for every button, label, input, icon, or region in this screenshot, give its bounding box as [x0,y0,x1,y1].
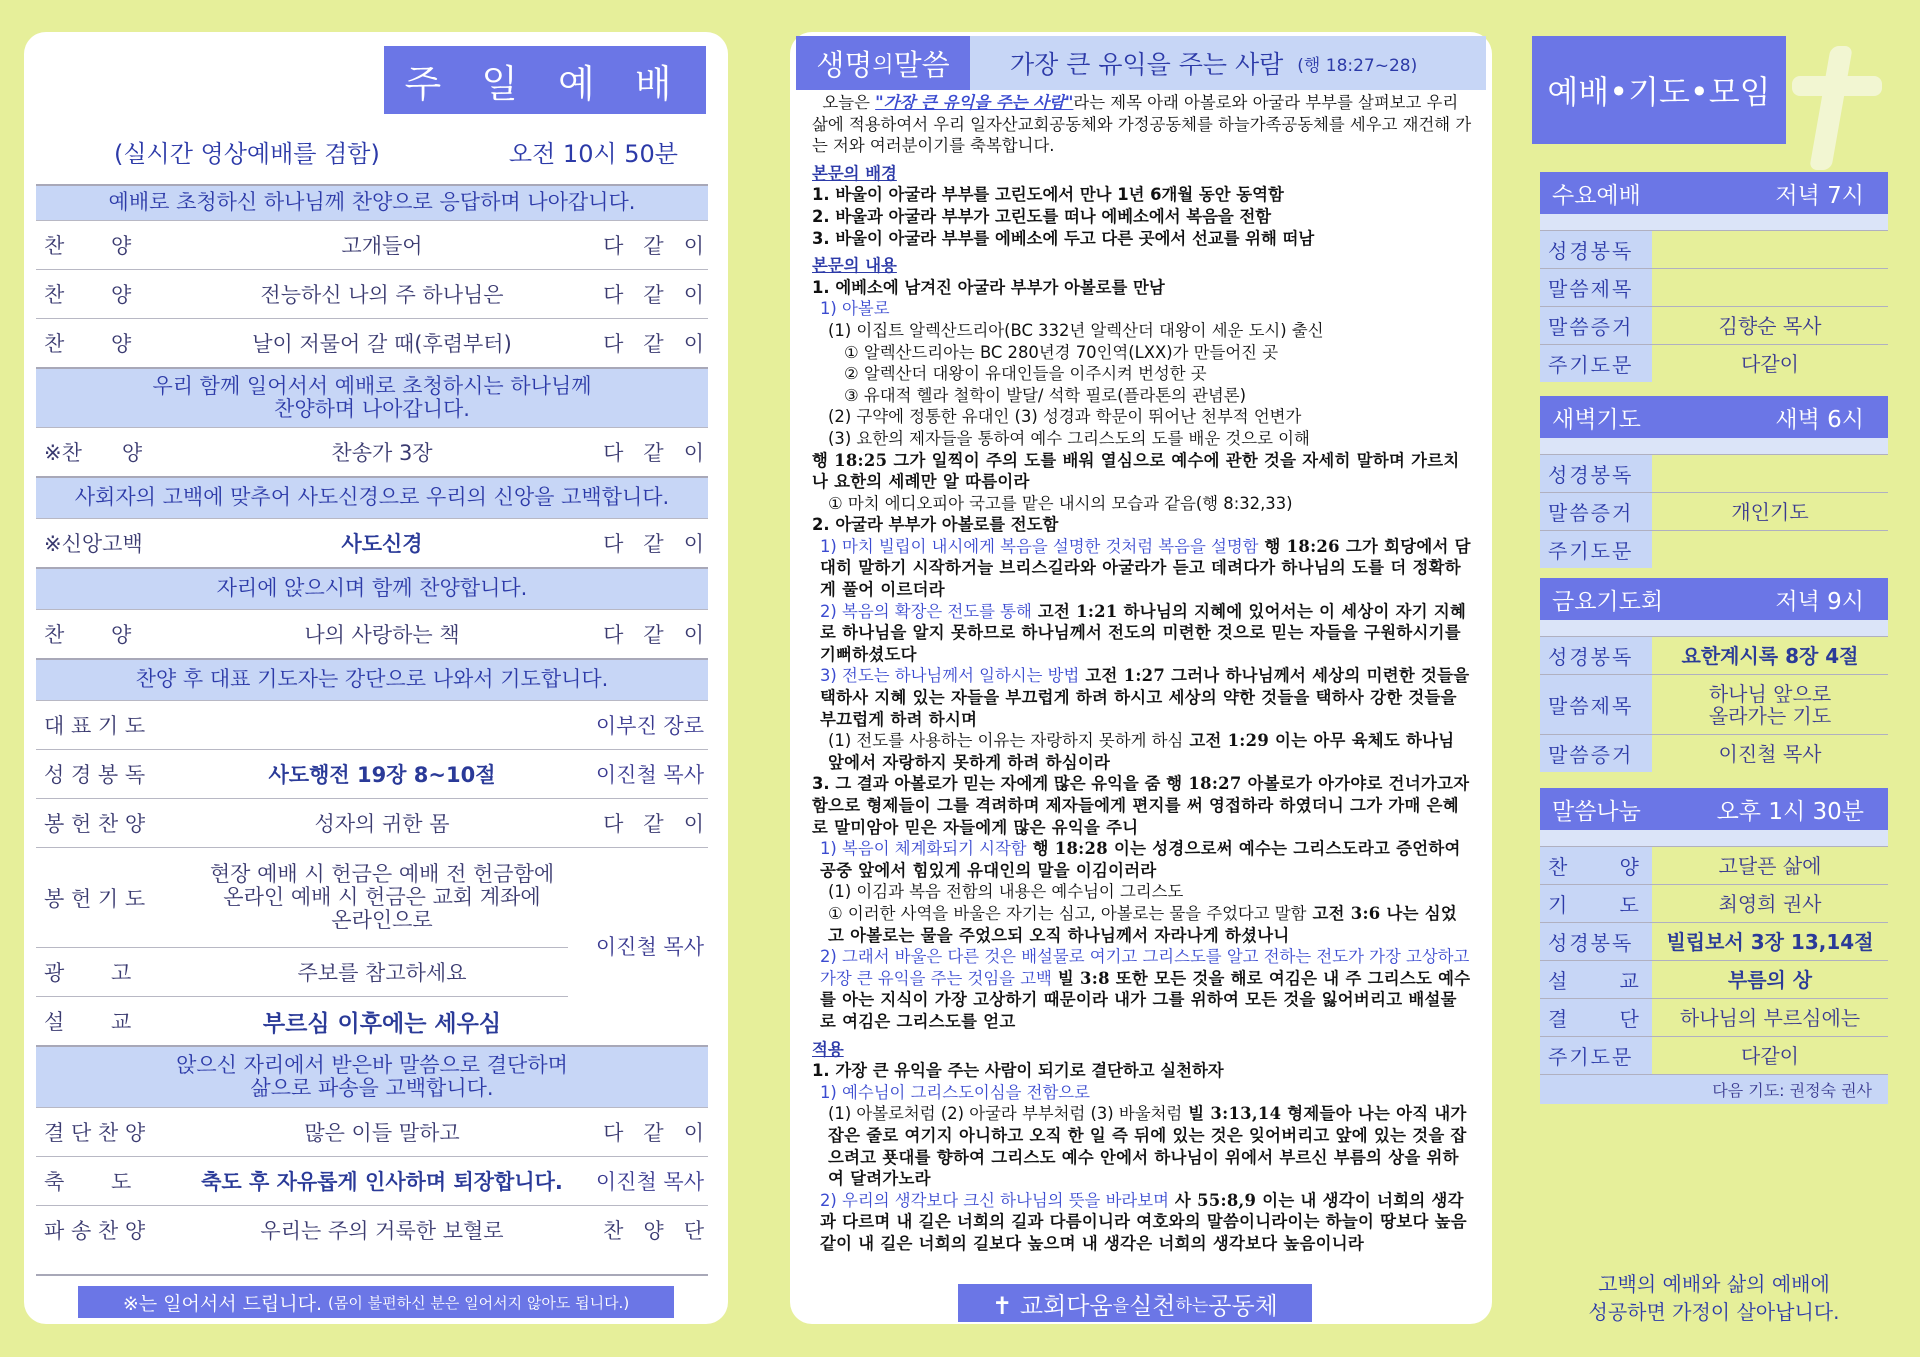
word-of-life-tag: 생명 의 말씀 [796,36,970,90]
bible-verse: 고전 1:21 하나님의 지혜에 있어서는 이 세상이 자기 지혜로 하나님을 알지 못하므로 하나님께서 전도의 미련한 것으로 믿는 자들을 구원하시기를 기뻐하셨도다 [820,601,1467,664]
bible-verse: 행 18:26 그가 회당에서 담대히 말하기 시작하거늘 브리스길라와 아굴라가 듣고 데려다가 하나님의 도를 더 정확하게 풀어 이르더라 [820,536,1471,600]
order-row: 축 도 축도 후 자유롭게 인사하며 퇴장합니다. 이진철 목사 [36,1156,708,1205]
order-row: 파 송 찬 양 우리는 주의 거룩한 보혈로 찬 양 단 [36,1205,708,1254]
guide-band: 찬양 후 대표 기도자는 강단으로 나와서 기도합니다. [36,658,708,700]
guide-band: 사회자의 고백에 맞추어 사도신경으로 우리의 신앙을 고백합니다. [36,476,708,518]
sunday-worship-title: 주 일 예 배 [384,46,706,114]
order-row: 설 교 부르심 이후에는 세우심 [36,996,568,1045]
bible-verse: 고전 3:6 나는 심었고 아볼로는 물을 주었으되 오직 하나님께서 자라나게 하셨나니 [828,903,1458,945]
schedule-row: 말씀증거 이진철 목사 [1540,734,1888,772]
worship-subtitle-row [114,128,714,174]
order-row: 찬 양 나의 사랑하는 책 다 같 이 [36,609,708,658]
cross-icon [1792,76,1882,96]
guide-band: 예배로 초청하신 하나님께 찬양으로 응답하며 나아갑니다. [36,184,708,220]
order-row: 찬 양 날이 저물어 갈 때(후렴부터) 다 같 이 [36,318,708,367]
guide-band: 앉으신 자리에서 받은바 말씀으로 결단하며 삶으로 파송을 고백합니다. [36,1045,708,1107]
order-row: 찬 양 전능하신 나의 주 하나님은 다 같 이 [36,269,708,318]
offering-announcement-sermon-group [36,847,708,1045]
schedule-row: 찬 양 고달픈 삶에 [1540,846,1888,884]
intro-paragraph: 오늘은 "가장 큰 유익을 주는 사람"라는 제목 아래 아볼로와 아굴라 부부를 살펴보고 우리 삶에 적용하여서 우리 일자산교회공동체와 가정공동체를 하늘가족공동체를 세우고 재건해 가는 저와 여러분이기를 축복합니다. [812,93,1472,156]
worship-time: 오전 10시 50분 [508,139,678,168]
bible-verse: 빌 3:13,14 형제들아 나는 아직 내가 잡은 줄로 여기지 아니하고 오직 한 일 즉 뒤에 있는 것은 잊어버리고 앞에 있는 것을 잡으려고 푯대를 향하여 그리스도 예수 안에서 하나님이 위에서 부르신 부름의 상을 위하여 달려가노라 [828,1104,1467,1189]
order-row: ※신앙고백 사도신경 다 같 이 [36,518,708,567]
dawn-prayer: 새벽기도 새벽 6시 성경봉독 말씀증거 개인기도 주기도문 [1540,396,1888,568]
schedule-row: 말씀제목 [1540,268,1888,306]
schedule-row: 주기도문 다같이 [1540,344,1888,382]
friday-prayer: 금요기도회 저녁 9시 성경봉독 요한계시록 8장 4절 말씀제목 하나님 앞으로 올라가는 기도 말씀증거 이진철 목사 [1540,578,1888,772]
order-row: 대 표 기 도 이부진 장로 [36,700,708,749]
guide-band: 자리에 앉으시며 함께 찬양합니다. [36,567,708,609]
officiant-name: 이진철 목사 [595,935,704,959]
order-row: 광 고 주보를 참고하세요 [36,947,568,996]
section-heading: 본문의 배경 [812,163,897,183]
schedule-row: 성경봉독 빌립보서 3장 13,14절 [1540,922,1888,960]
bible-verse: 고전 1:29 이는 아무 육체도 하나님 앞에서 자랑하지 못하게 하려 하심이라 [828,731,1455,772]
order-row: 봉 헌 기 도 현장 예배 시 헌금은 예배 전 헌금함에 온라인 예배 시 헌금은 교회 계좌에 온라인으로 [36,847,708,947]
sermon-outline: 오늘은 "가장 큰 유익을 주는 사람"라는 제목 아래 아볼로와 아굴라 부부를 살펴보고 우리 삶에 적용하여서 우리 일자산교회공동체와 가정공동체를 하늘가족공동체를 세우고 재건해 가는 저와 여러분이기를 축복합니다. 본문의 배경 1. 바울이 아굴라 부부를 고린도에서 만나 1년 6개월 동안 동역함 2. 바울과 아굴라 부부가 고린도를 떠나 에베소에서 복음을 전함 3. 바울이 아굴라 부부를 에베소에 두고 다른 곳에서 선교를 위해 떠남 본문의 내용 1. 에베소에 남겨진 아굴라 부부가 아볼로를 만남 1) 아볼로 (1) 이집트 알렉산드리아(BC 332년 알렉산더 대왕이 세운 도시) 출신 ① 알렉산드리아는 BC 280년경 70인역(LXX)가 만들어진 곳 ② 알렉산더 대왕이 유대인들을 이주시켜 번성한 곳 ③ 유대적 헬라 철학이 발달/ 석학 필로(플라톤의 관념론) (2) 구약에 정통한 유대인 (3) 성경과 학문이 뛰어난 천부적 언변가 (3) 요한의 제자들을 통하여 예수 그리스도의 도를 배운 것으로 이해 행 18:25 그가 일찍이 주의 도를 배워 열심으로 예수에 관한 것을 자세히 말하며 가르치나 요한의 세례만 알 따름이라 ① 마치 에디오피아 국고를 맡은 내시의 모습과 같음(행 8:32,33) 2. 아굴라 부부가 아볼로를 전도함 1) 마치 빌립이 내시에게 복음을 설명한 것처럼 복음을 설명함 행 18:26 그가 회당에서 담대히 말하기 시작하거늘 브리스길라와 아굴라가 듣고 데려다가 하나님의 도를 더 정확하게 풀어 이르더라 2) 복음의 확장은 전도를 통해 고전 1:21 하나님의 지혜에 있어서는 이 세상이 자기 지혜로 하나님을 알지 못하므로 하나님께서 전도의 미련한 것으로 믿는 자들을 구원하시기를 기뻐하셨도다 3) 전도는 하나님께서 일하시는 방법 고전 1:27 그러나 하나님께서 세상의 미련한 것들을 택하사 지혜 있는 자들을 부끄럽게 하려 하시고 세상의 약한 것들을 택하사 강한 것들을 부끄럽게 하려 하시며 (1) 전도를 사용하는 이유는 자랑하지 못하게 하심 고전 1:29 이는 아무 육체도 하나님 앞에서 자랑하지 못하게 하려 하심이라 3. 그 결과 아볼로가 믿는 자에게 많은 유익을 줌 행 18:27 아볼로가 아가야로 건너가고자 함으로 형제들이 그를 격려하며 제자들에게 편지를 써 영접하라 하였더니 그가 가매 은혜로 말미암아 믿은 자들에게 많은 유익을 주니 1) 복음이 체계화되기 시작함 행 18:28 이는 성경으로써 예수는 그리스도라고 증언하여 공중 앞에서 힘있게 유대인의 말을 이김이러라 (1) 이김과 복음 전함의 내용은 예수님이 그리스도 ① 이러한 사역을 바울은 자기는 심고, 아볼로는 물을 주었다고 말함 고전 3:6 나는 심었고 아볼로는 물을 주었으되 오직 하나님께서 자라나게 하셨나니 2) 그래서 바울은 다른 것은 배설물로 여기고 그리스도를 알고 전하는 전도가 가장 고상하고 가장 큰 유익을 주는 것임을 고백 빌 3:8 또한 모든 것을 해로 여김은 내 주 그리스도 예수를 아는 지식이 가장 고상하기 때문이라 내가 그를 위하여 모든 것을 잃어버리고 배설물로 여김은 그리스도를 얻고 적용 1. 가장 큰 유익을 주는 사람이 되기로 결단하고 실천하자 1) 예수님이 그리스도이심을 전함으로 (1) 아볼로처럼 (2) 아굴라 부부처럼 (3) 바울처럼 빌 3:13,14 형제들아 나는 아직 내가 잡은 줄로 여기지 아니하고 오직 한 일 즉 뒤에 있는 것은 잊어버리고 앞에 있는 것을 잡으려고 푯대를 향하여 그리스도 예수 안에서 하나님이 위에서 부르신 부름의 상을 위하여 달려가노라 2) 우리의 생각보다 크신 하나님의 뜻을 바라보며 사 55:8,9 이는 내 생각이 너희의 생각과 다르며 내 길은 너희의 길과 다름이니라 여호와의 말씀이니라이는 하늘이 땅보다 높음 같이 내 길은 너희의 길보다 높으며 내 생각은 너희의 생각보다 높음이니라 [812,93,1472,1253]
standing-note: ※는 일어서서 드립니다. (몸이 불편하신 분은 일어서지 않아도 됩니다.) [78,1286,674,1318]
church-motto: ✝ 교회다움 을 실천 하는 공동체 [958,1284,1312,1322]
bible-verse: 행 18:25 그가 일찍이 주의 도를 배워 열심으로 예수에 관한 것을 자세히 말하며 가르치나 요한의 세례만 알 따름이라 [812,450,1460,492]
schedule-row: 주기도문 다같이 [1540,1036,1888,1074]
bible-verse: 행 18:28 이는 성경으로써 예수는 그리스도라고 증언하여 공중 앞에서 힘있게 유대인의 말을 이김이러라 [820,839,1461,880]
section-heading: 적용 [812,1039,844,1059]
schedule-row: 말씀제목 하나님 앞으로 올라가는 기도 [1540,674,1888,734]
order-row: 찬 양 고개들어 다 같 이 [36,220,708,269]
word-sharing: 말씀나눔 오후 1시 30분 찬 양 고달픈 삶에 기 도 최영희 권사 성경봉독 빌립보서 3장 13,14절 설 교 부름의 상 결 단 하나님의 부르심에는 주기도문 다같이 다음 기도: 권정숙 권사 [1540,788,1888,1104]
order-row: 성 경 봉 독 사도행전 19장 8~10절 이진철 목사 [36,749,708,798]
schedule-row: 성경봉독 [1540,230,1888,268]
order-row: 봉 헌 찬 양 성자의 귀한 몸 다 같 이 [36,798,708,847]
live-stream-note: (실시간 영상예배를 겸함) [114,139,380,168]
schedule-row: 말씀증거 개인기도 [1540,492,1888,530]
schedule-row: 성경봉독 [1540,454,1888,492]
bible-verse: 빌 3:8 또한 모든 것을 해로 여김은 내 주 그리스도 예수를 아는 지식이 가장 고상하기 때문이라 내가 그를 위하여 모든 것을 잃어버리고 배설물로 여김은 그리스도를 얻고 [820,968,1471,1031]
schedule-row: 주기도문 [1540,530,1888,568]
schedule-row: 성경봉독 요한계시록 8장 4절 [1540,636,1888,674]
bible-verse: 행 18:27 아볼로가 아가야로 건너가고자 함으로 형제들이 그를 격려하며 제자들에게 편지를 써 영접하라 하였더니 그가 가매 은혜로 말미암아 믿은 자들에게 많은 유익을 주니 [812,774,1470,837]
closing-message: 고백의 예배와 삶의 예배에 성공하면 가정이 살아납니다. [1588,1272,1840,1324]
order-row: 결 단 찬 양 많은 이들 말하고 다 같 이 [36,1107,708,1156]
guide-band: 우리 함께 일어서서 예배로 초청하시는 하나님께 찬양하며 나아갑니다. [36,367,708,427]
next-prayer-note: 다음 기도: 권정숙 권사 [1540,1074,1888,1104]
divider [36,1274,708,1276]
bible-verse: 고전 1:27 그러나 하나님께서 세상의 미련한 것들을 택하사 지혜 있는 자들을 부끄럽게 하려 하시고 세상의 약한 것들을 택하사 강한 것들을 부끄럽게 하려 하시며 [820,666,1470,729]
schedule-row: 결 단 하나님의 부르심에는 [1540,998,1888,1036]
section-heading: 본문의 내용 [812,256,897,276]
scripture-reference: (행 18:27~28) [1297,55,1418,76]
schedule-row: 설 교 부름의 상 [1540,960,1888,998]
schedule-row: 말씀증거 김향순 목사 [1540,306,1888,344]
sermon-panel [790,32,1492,1324]
sermon-title: 가장 큰 유익을 주는 사람 (행 18:27~28) [1010,50,1418,79]
bible-verse: 사 55:8,9 이는 내 생각이 너희의 생각과 다르며 내 길은 너희의 길과 다름이니라 여호와의 말씀이니라이는 하늘이 땅보다 높음 같이 내 길은 너희의 길보다 높으며 내 생각은 너희의 생각보다 높음이니라 [820,1190,1467,1253]
order-of-worship [36,184,708,1254]
schedule-row: 기 도 최영희 권사 [1540,884,1888,922]
cross-icon [1809,46,1853,170]
worship-order-panel [24,32,728,1324]
order-row: ※찬 양 찬송가 3장 다 같 이 [36,427,708,476]
schedule-title: 예배•기도•모임 [1532,36,1786,144]
wednesday-service: 수요예배 저녁 7시 성경봉독 말씀제목 말씀증거 김향순 목사 주기도문 다같이 [1540,172,1888,382]
